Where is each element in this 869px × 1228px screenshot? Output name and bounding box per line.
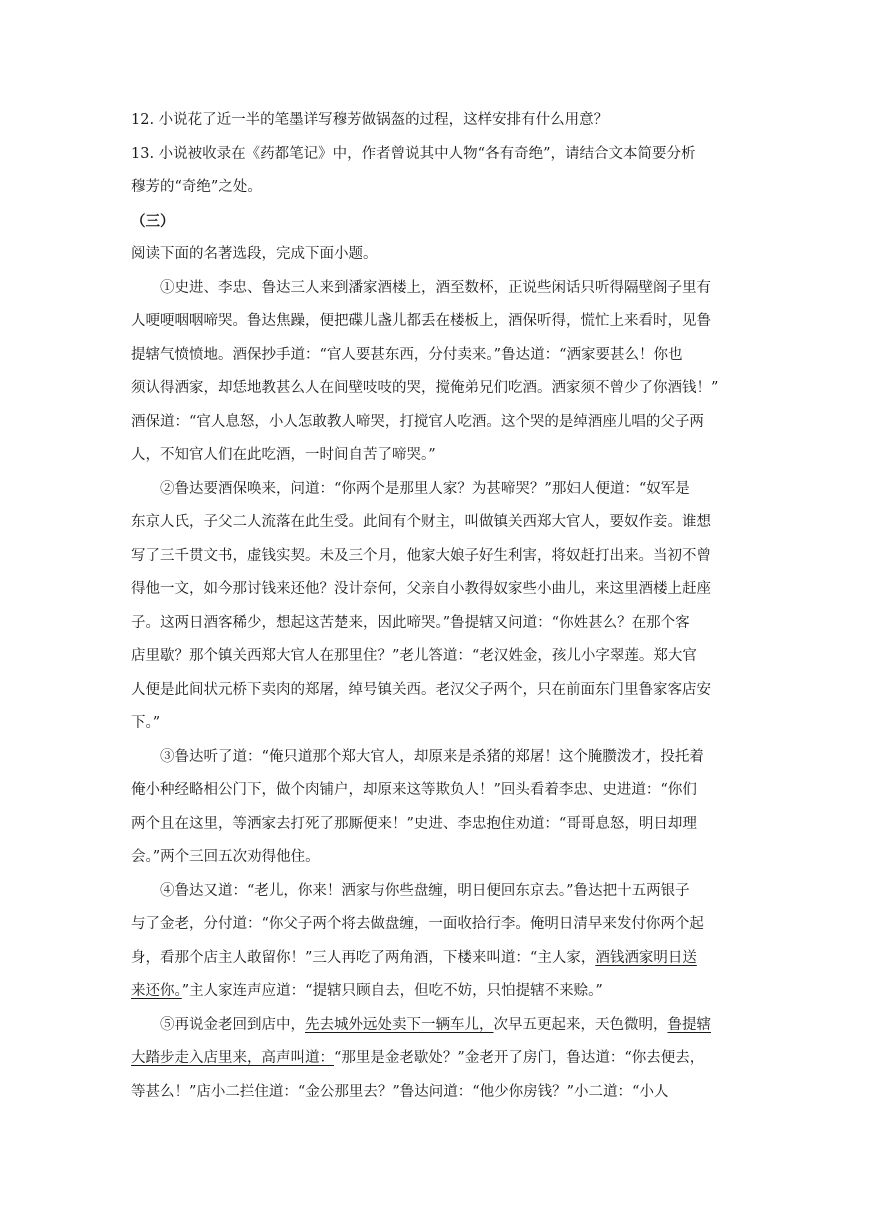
paragraph-line (131, 1042, 741, 1076)
document-page (131, 104, 741, 1109)
paragraph-4 (131, 875, 741, 1009)
text-run: ⑤再说金老回到店中， (160, 1016, 305, 1033)
text-run: 次早五更起来，天色微明， (493, 1016, 668, 1033)
paragraph-line: 两个且在这里，等洒家去打死了那厮便来！”史进、李忠抱住劝道：“哥哥息怒，明日却理 (131, 815, 697, 832)
paragraph-1 (131, 272, 741, 473)
paragraph-line: 下。” (131, 715, 161, 731)
paragraph-line: 会。”两个三回五次劝得他住。 (131, 849, 320, 865)
question-12: 12. 小说花了近一半的笔墨详写穆芳做锅盔的过程，这样安排有什么用意？ (131, 112, 609, 128)
paragraph-line: ④鲁达又道：“老儿，你来！洒家与你些盘缠，明日便回东京去。”鲁达把十五两银子 (160, 882, 690, 899)
question-13-line-2: 穆芳的“奇绝”之处。 (131, 179, 262, 195)
paragraph-line: 子。这两日酒客稀少，想起这苦楚来，因此啼哭。”鲁提辖又问道：“你姓甚么？在那个客 (131, 614, 690, 631)
paragraph-line: 得他一文，如今那讨钱来还他？没计奈何，父亲自小教得奴家些小曲儿，来这里酒楼上赶座 (131, 581, 711, 597)
paragraph-line: 人哽哽咽咽啼哭。鲁达焦躁，便把碟儿盏儿都丢在楼板上，酒保听得，慌忙上来看时，见鲁 (131, 313, 711, 329)
paragraph-line: 与了金老，分付道：“你父子两个将去做盘缠，一面收拾行李。俺明日清早来发付你两个起 (131, 916, 704, 932)
paragraph-line: ①史进、李忠、鲁达三人来到潘家酒楼上，酒至数杯，正说些闲话只听得隔壁阁子里有 (160, 279, 711, 296)
paragraph-line: 东京人氏，子父二人流落在此生受。此间有个财主，叫做镇关西郑大官人，要奴作妾。谁想 (131, 514, 711, 530)
paragraph-line (131, 1009, 741, 1043)
paragraph-line (131, 942, 741, 976)
underlined-phrase: 来还你。 (131, 983, 182, 999)
paragraph-line: ③鲁达听了道：“俺只道那个郑大官人，却原来是杀猪的郑屠！这个腌臜泼才，投托着 (160, 748, 704, 765)
paragraph-line: 酒保道：“官人息怒，小人怎敢教人啼哭，打搅官人吃酒。这个哭的是绰酒座儿唱的父子两 (131, 413, 704, 430)
text-run: “那里是金老歇处？”金老开了房门，鲁达道：“你去便去， (334, 1050, 705, 1066)
paragraph-line: 写了三千贯文书，虚钱实契。未及三个月，他家大娘子好生利害，将奴赶打出来。当初不曾 (131, 547, 711, 564)
section-intro: 阅读下面的名著选段，完成下面小题。 (131, 246, 378, 262)
paragraph-2 (131, 473, 741, 741)
underlined-phrase: 鲁提辖 (667, 1016, 711, 1033)
paragraph-5 (131, 1009, 741, 1110)
paragraph-line: 店里歇？那个镇关西郑大官人在那里住？”老儿答道：“老汉姓金，孩儿小字翠莲。郑大官 (131, 648, 697, 664)
underlined-phrase: 大踏步走入店里来，高声叫道： (131, 1050, 334, 1066)
paragraph-line: 等甚么！”店小二拦住道：“金公那里去？”鲁达问道：“他少你房钱？”小二道：“小人 (131, 1083, 669, 1100)
paragraph-3 (131, 741, 741, 875)
paragraph-line (131, 975, 741, 1009)
paragraph-line: 人便是此间状元桥下卖肉的郑屠，绰号镇关西。老汉父子两个，只在前面东门里鲁家客店安 (131, 681, 711, 698)
paragraph-line: ②鲁达要酒保唤来，问道：“你两个是那里人家？为甚啼哭？”那妇人便道：“奴军是 (160, 480, 690, 497)
text-run: ”主人家连声应道：“提辖只顾自去，但吃不妨，只怕提辖不来赊。” (181, 983, 603, 999)
underlined-phrase: 先去城外远处卖下一辆车儿， (305, 1016, 494, 1033)
paragraph-line: 人，不知官人们在此吃酒，一时间自苦了啼哭。” (131, 447, 436, 463)
paragraph-line: 俺小种经略相公门下，做个肉铺户，却原来这等欺负人！”回头看着李忠、史进道：“你们 (131, 782, 697, 798)
text-run: 身，看那个店主人敢留你！”三人再吃了两角酒，下楼来叫道：“主人家， (131, 949, 596, 966)
question-13-line-1: 13. 小说被收录在《药都笔记》中，作者曾说其中人物“各有奇绝”，请结合文本简要分析 (131, 145, 696, 162)
paragraph-line: 提辖气愤愤地。酒保抄手道：“官人要甚东西，分付卖来。”鲁达道：“洒家要甚么！你也 (131, 346, 683, 363)
paragraph-line: 须认得洒家，却恁地教甚么人在间壁吱吱的哭，搅俺弟兄们吃酒。洒家须不曾少了你酒钱！” (131, 380, 719, 396)
underlined-phrase: 酒钱洒家明日送 (595, 949, 697, 966)
section-heading: （三） (131, 212, 175, 230)
